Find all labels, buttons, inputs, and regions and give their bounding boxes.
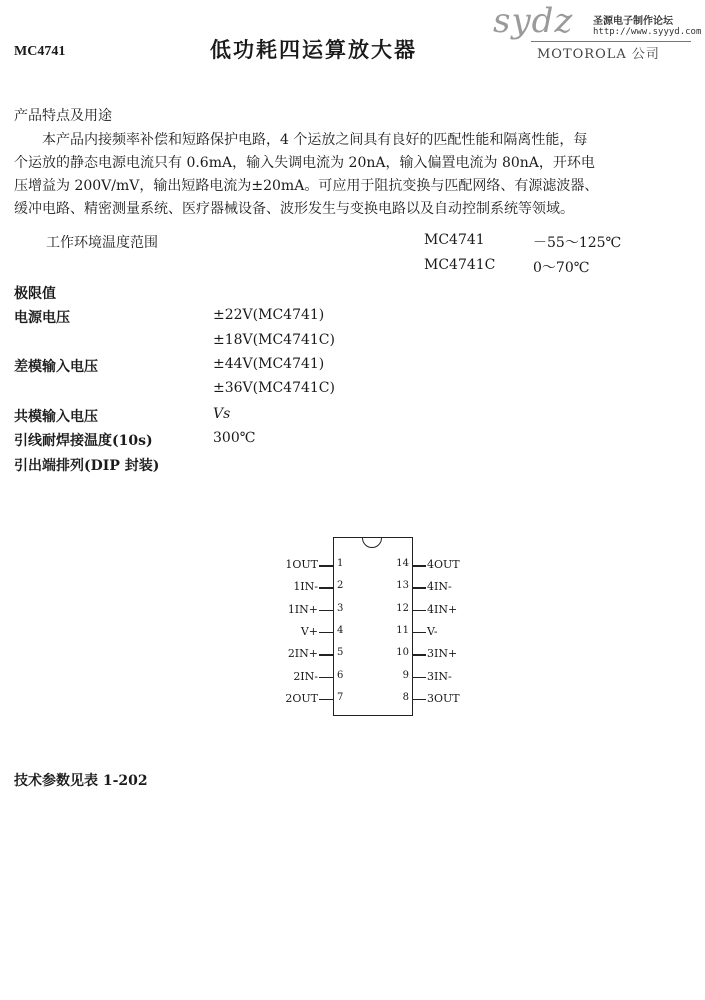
limits-heading: 极限值 [14,286,56,302]
temperature-range: －55～125℃ [533,235,622,251]
pin-lead [412,632,426,634]
pin-number: 10 [396,647,409,659]
pin-lead [412,699,426,701]
pin-label: 3IN- [427,669,452,683]
pin-label: 1OUT [285,558,318,571]
pin-label: 4OUT [427,558,460,571]
temperature-model: MC4741 [424,232,485,248]
pin-number: 5 [337,647,344,659]
pin-lead [319,677,333,679]
pin-label: 1IN+ [287,602,318,616]
logo-divider [531,41,691,42]
pin-label: 2IN- [293,669,318,683]
pin-number: 12 [396,602,409,614]
solder-temp-value: 300℃ [213,430,256,446]
temperature-range: 0～70℃ [533,260,590,276]
pinout-label: 引出端排列(DIP 封装) [14,458,160,474]
page-title: 低功耗四运算放大器 [210,37,417,62]
pin-lead [412,654,426,656]
pin-label: 2OUT [285,691,318,705]
pin-lead [319,610,333,612]
pin-label: V- [427,624,438,638]
features-paragraph [14,129,694,221]
temperature-model: MC4741C [424,257,496,273]
common-input-value: Vs [213,406,231,422]
features-heading: 产品特点及用途 [14,108,112,124]
pin-lead [319,587,333,589]
site-logo [487,1,702,63]
features-line: 缓冲电路、精密测量系统、医疗器械设备、波形发生与变换电路以及自动控制系统等领域。 [14,201,574,217]
pin-number: 7 [337,691,344,703]
diff-input-label: 差模输入电压 [14,359,98,375]
pin-lead [412,677,426,679]
pin-lead [319,632,333,634]
features-line: 压增益为 200V/mV，输出短路电流为±20mA。可应用于阻抗变换与匹配网络、有源滤波器、 [14,178,599,194]
pin-number: 14 [396,558,409,569]
diff-input-value: ±44V(MC4741) [213,356,325,372]
pin-number: 11 [396,624,409,636]
solder-temp-label: 引线耐焊接温度(10s) [14,433,153,449]
logo-maker: MOTOROLA 公司 [537,47,660,62]
pin-number: 6 [337,669,344,681]
pin-label: 4IN+ [427,602,458,616]
pin-number: 9 [402,669,409,681]
temperature-label: 工作环境温度范围 [46,235,158,251]
pin-number: 4 [337,624,344,636]
pin-lead [412,610,426,612]
pin-label: 2IN+ [287,647,318,661]
supply-voltage-value: ±18V(MC4741C) [213,332,335,348]
package-notch [362,528,382,548]
logo-site-name: 圣源电子制作论坛 [593,16,673,27]
pin-label: 3IN+ [427,647,458,661]
logo-url: http://www.syyyd.com [593,27,702,37]
reference-note: 技术参数见表 1-202 [14,773,148,789]
features-line: 本产品内接频率补偿和短路保护电路，4 个运放之间具有良好的匹配性能和隔离性能，每 [14,132,588,148]
pin-number: 13 [396,580,409,592]
pin-label: 1IN- [293,580,318,594]
pin-number: 2 [337,580,344,592]
pin-number: 3 [337,602,344,614]
pin-lead [412,565,426,567]
pin-label: 3OUT [427,691,460,705]
logo-brand: sydz [493,1,574,41]
supply-voltage-value: ±22V(MC4741) [213,307,325,323]
pin-label: 4IN- [427,580,452,594]
supply-voltage-label: 电源电压 [14,310,70,326]
common-input-label: 共模输入电压 [14,409,98,425]
pin-label: V+ [300,624,318,638]
pin-number: 1 [337,558,344,569]
diff-input-value: ±36V(MC4741C) [213,380,335,396]
pin-lead [319,654,333,656]
part-number: MC4741 [14,44,66,59]
pin-number: 8 [402,691,409,703]
pin-lead [412,587,426,589]
pin-lead [319,565,333,567]
pin-lead [319,699,333,701]
features-line: 个运放的静态电源电流只有 0.6mA，输入失调电流为 20nA，输入偏置电流为 80nA，开环电 [14,155,595,171]
